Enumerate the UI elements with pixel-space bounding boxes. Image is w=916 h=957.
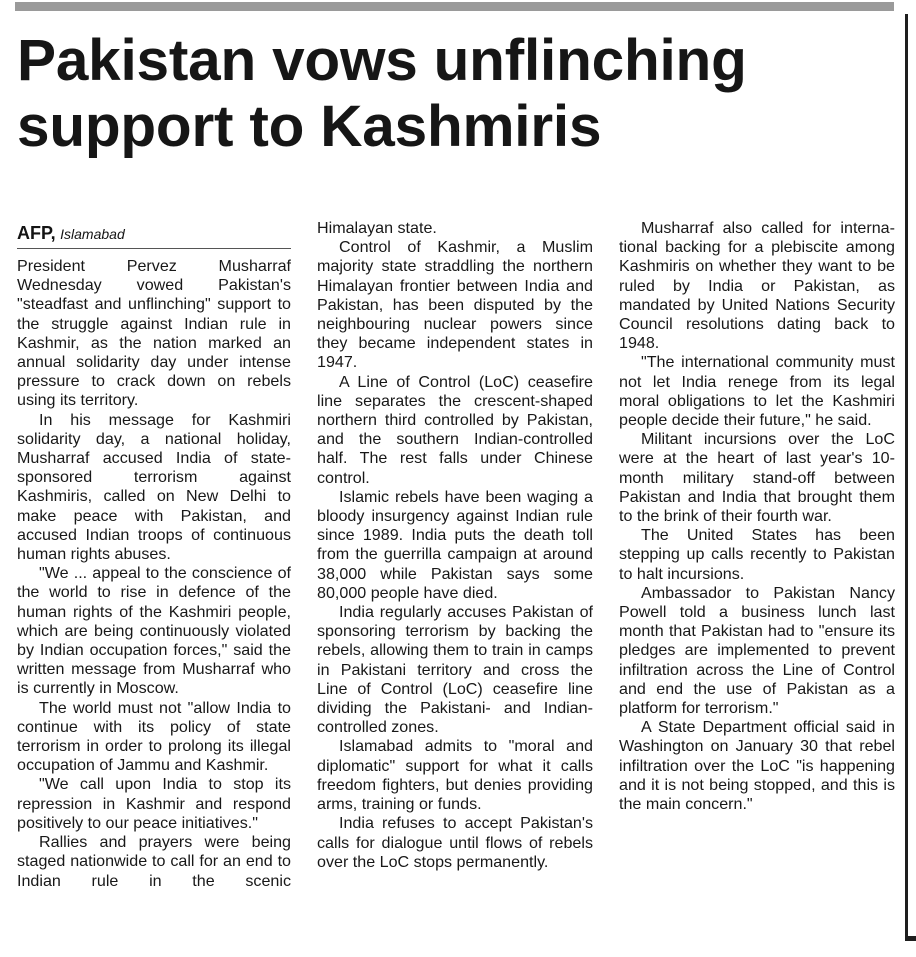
byline — [17, 223, 125, 245]
article-paragraph: Rallies and prayers were being staged nationwide to call for an end to Indian rule in the scenic — [17, 833, 291, 890]
article-paragraph: India regularly accuses Pakistan of sponsoring terrorism by backing the rebels, allowing them to train in camps in Pakistani territory and cross the Line of Control (LoC) ceasefire line dividing the Pakistani- and Indian-controlled zones. — [317, 603, 593, 737]
article-paragraph: Himalayan state. — [317, 219, 437, 237]
article-paragraph: "The international community must not let India renege from its legal moral obligations to let the Kashmiri people decide their future," he said. — [619, 353, 895, 430]
article-paragraph: Islamabad admits to "moral and diplomatic" support for what it calls freedom fighters, but denies providing arms, training or funds. — [317, 737, 593, 814]
article-paragraph: President Pervez Musharraf Wednesday vowed Pakistan's "steadfast and unflinching" support to the struggle against Indian rule in Kashmir, as the nation marked an annual solidarity day under intense pressure to crack down on rebels using its territory. — [17, 257, 291, 410]
article-paragraph: Ambassador to Pakistan Nancy Powell told a business lunch last month that Pakistan had to "ensure its pledges are implemented to prevent infiltration across the Line of Control and end the use of Pakistan as a platform for terrorism." — [619, 583, 895, 718]
article-paragraph: The United States has been stepping up calls recently to Pakistan to halt incursions. — [619, 526, 895, 583]
top-rule — [15, 2, 894, 11]
article-paragraph: A State Department official said in Washington on January 30 that rebel infiltration over the LoC "is happening and it is not being stopped, and this is the main concern." — [619, 718, 895, 814]
byline-rule — [17, 248, 291, 249]
article-paragraph: Militant incursions over the LoC were at the heart of last year's 10-month military stand-off between Pakistan and India that brought them to the brink of their fourth war. — [619, 430, 895, 526]
right-column-rule — [905, 14, 908, 940]
article-paragraph: Islamic rebels have been waging a bloody insurgency against Indian rule since 1989. India puts the death toll from the guerrilla campaign at around 38,000 while Pakistan says some 80,000 people have died. — [317, 487, 593, 602]
article-paragraph: India refuses to accept Pakistan's calls for dialogue until flows of rebels over the LoC stops permanently. — [317, 814, 593, 871]
article-paragraph: Control of Kashmir, a Muslim majority state straddling the northern Himalayan frontier between India and Pakistan, has been disputed by the neighbouring nuclear powers since they became independent states in 1947. — [317, 238, 593, 372]
corner-rule — [905, 936, 916, 941]
article-column-1 — [17, 257, 291, 891]
article-paragraph: "We ... appeal to the conscience of the world to rise in defence of the human rights of the Kashmiri people, which are being continuously violated by Indian occupation forces," said the written message from Musharraf who is currently in Moscow. — [17, 564, 291, 698]
article-paragraph: The world must not "allow India to continue with its policy of state terrorism in order to prolong its illegal occupation of Jammu and Kashmir. — [17, 698, 291, 775]
byline-dateline: Islamabad — [60, 226, 125, 242]
article-headline: Pakistan vows unflinching support to Kashmiris — [17, 28, 747, 159]
article-column-3 — [619, 219, 895, 814]
article-paragraph: A Line of Control (LoC) ceasefire line separates the crescent-shaped northern third controlled by Pakistan, and the southern Indian-controlled half. The rest falls under Chinese control. — [317, 372, 593, 487]
article-column-2 — [317, 219, 593, 872]
byline-source: AFP, — [17, 223, 56, 243]
article-paragraph: In his message for Kashmiri solidarity day, a national holiday, Musharraf accused India of state-sponsored terrorism against Kashmiris, called on New Delhi to make peace with Pakistan, and accused Indian troops of continuous human rights abuses. — [17, 410, 291, 564]
article-paragraph: Musharraf also called for international backing for a plebiscite among Kashmiris on whether they want to be ruled by India or Pakistan, as mandated by United Nations Security Council resolutions dating back to 1948. — [619, 219, 895, 353]
article-paragraph: "We call upon India to stop its repression in Kashmir and respond positively to our peace initiatives." — [17, 775, 291, 832]
